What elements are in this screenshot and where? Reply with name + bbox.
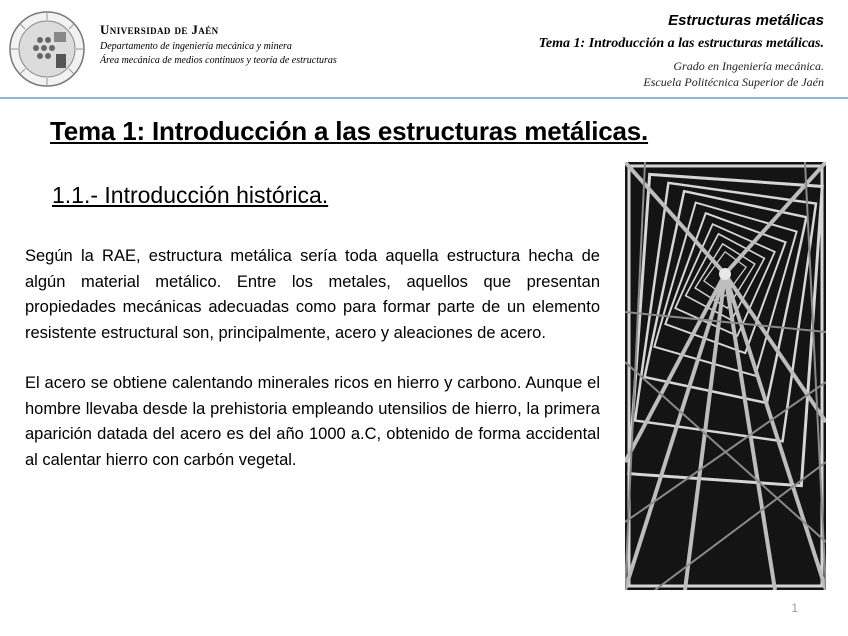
school-name: Escuela Politécnica Superior de Jaén [643,75,824,89]
area-name: Área mecánica de medios continuos y teoría de estructuras [100,55,337,66]
page-title: Tema 1: Introducción a las estructuras metálicas. [50,116,649,146]
paragraph-2: El acero se obtiene calentando minerales ricos en hierro y carbono. Aunque el hombre llevaba desde la prehistoria empleando utensilios de hierro, la primera aparición datada del acero es del año 1000 a.C, obtenido de forma accidental al calentar hierro con carbón vegetal. [25,374,600,469]
degree-name: Grado en Ingeniería mecánica. [673,59,824,73]
steel-structure-photo [625,162,826,590]
section-title: 1.1.- Introducción histórica. [52,182,329,208]
steel-lattice-image [625,162,826,590]
header-divider [0,97,848,99]
university-name: Universidad de Jaén [100,22,219,37]
course-title: Estructuras metálicas [668,12,824,29]
university-block [100,22,337,66]
university-seal-icon [8,10,86,88]
page-number: 1 [791,601,798,615]
slide-header [0,0,848,98]
paragraph-1: Según la RAE, estructura metálica sería toda aquella estructura hecha de algún material metálico. Entre los metales, aquellos que presentan propiedades mecánicas adecuadas como para formar parte de un elemento resistente estructural son, principalmente, acero y aleaciones de acero. [25,247,600,342]
body-text [25,244,600,498]
header-topic: Tema 1: Introducción a las estructuras metálicas. [538,36,824,51]
department-name: Departamento de ingeniería mecánica y minera [100,41,292,52]
course-block [539,12,824,90]
